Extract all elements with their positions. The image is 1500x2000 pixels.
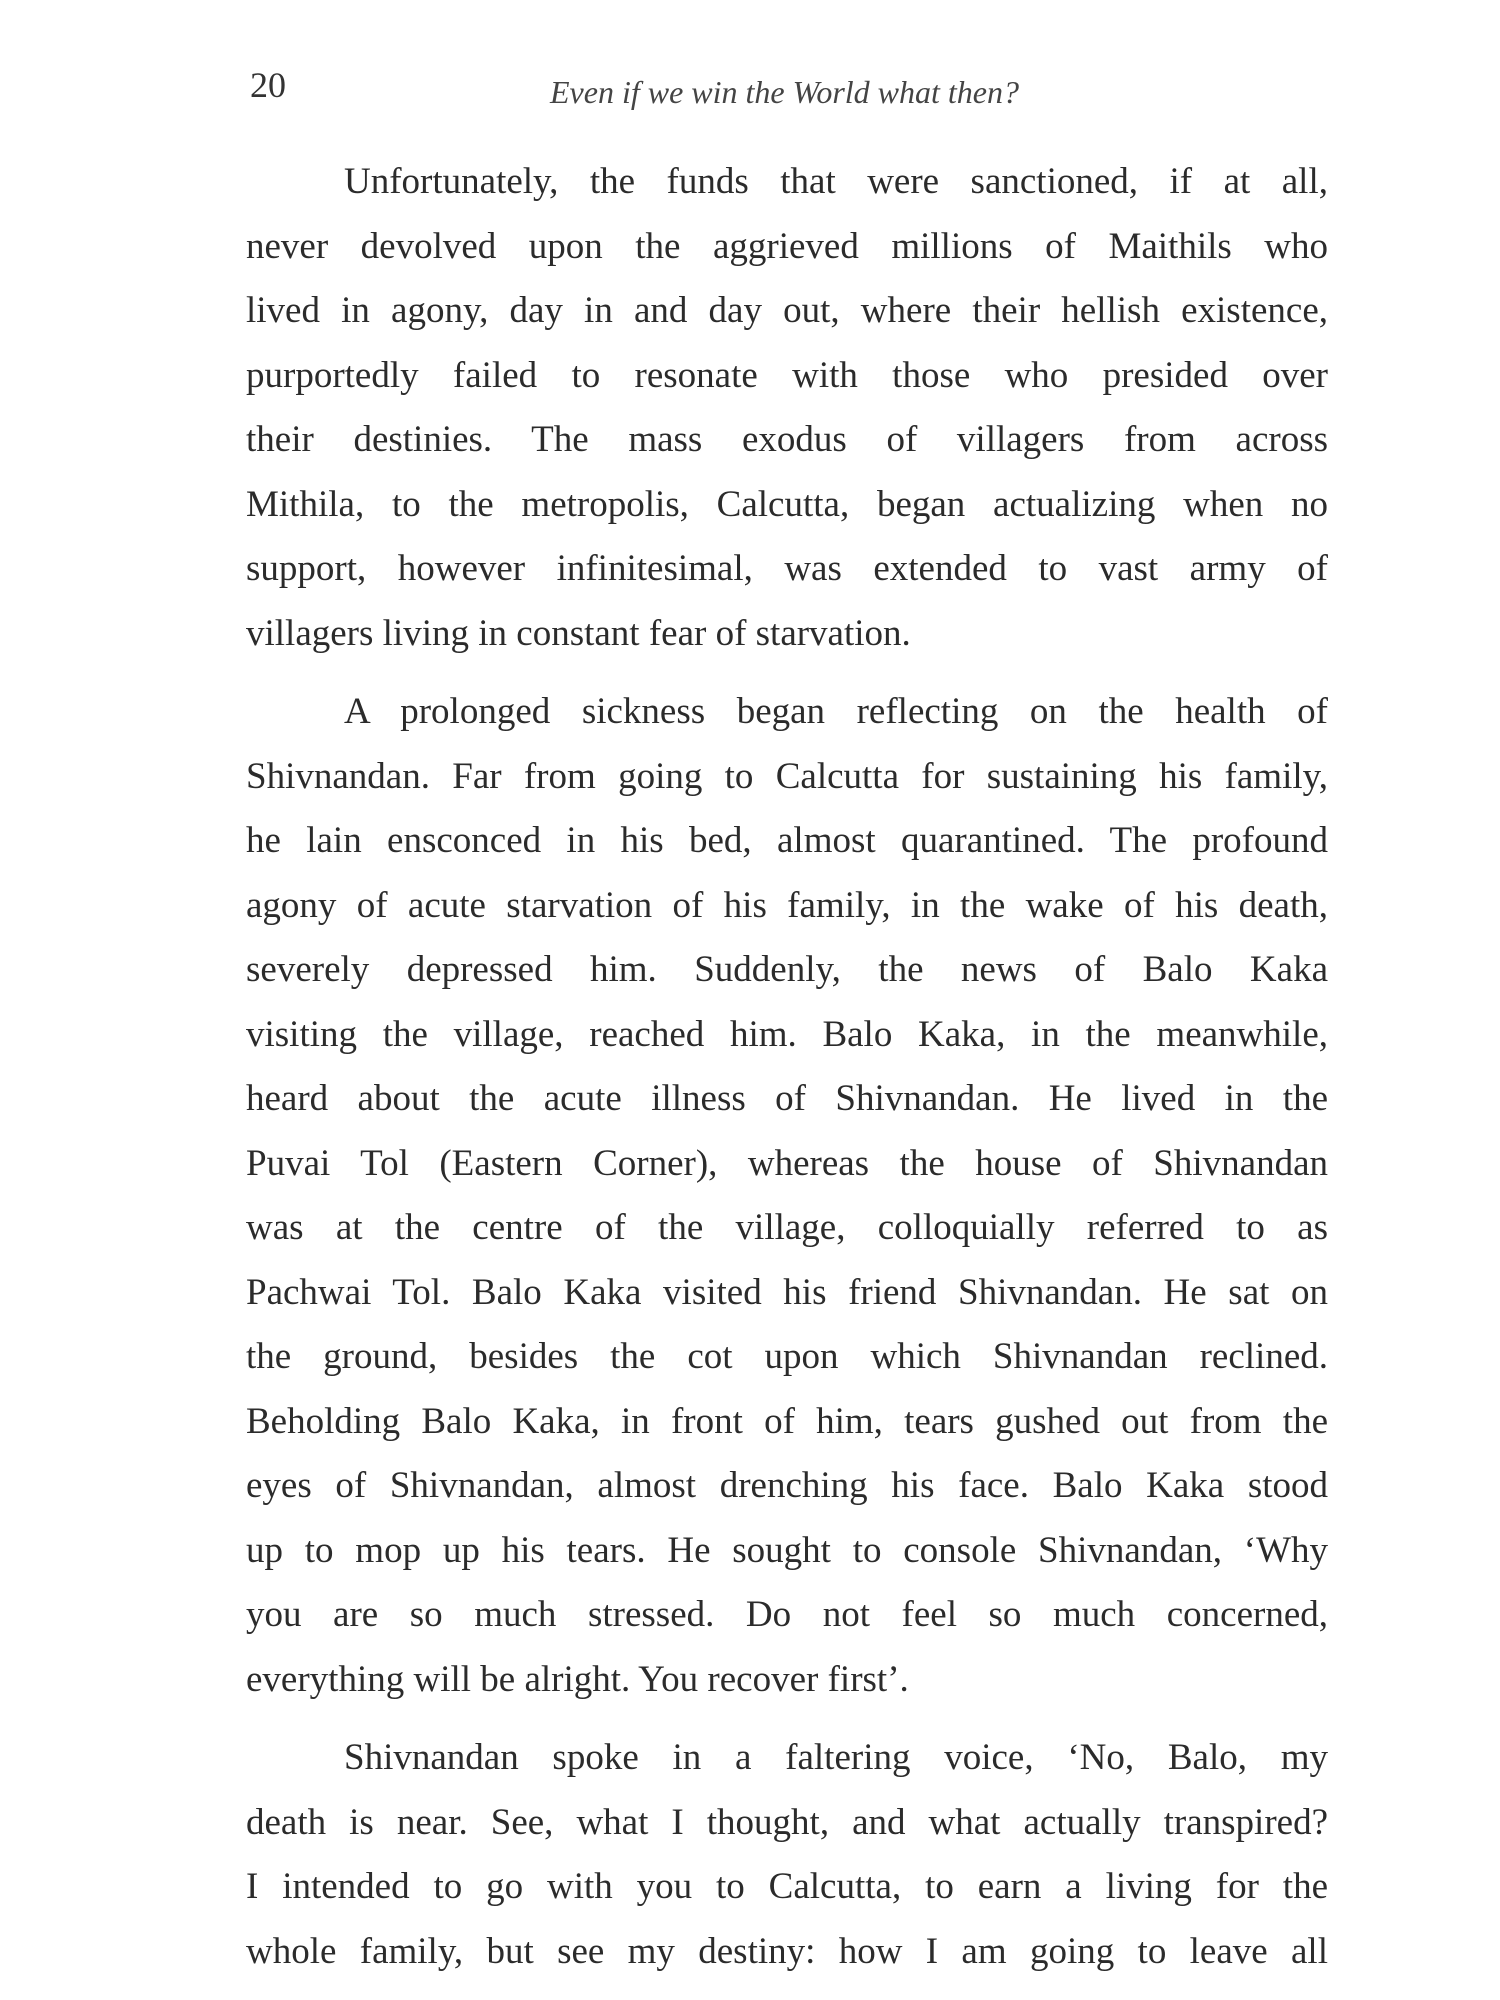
text-line: Unfortunately, the funds that were sanctioned, if at all, [344, 161, 1328, 202]
text-line: death is near. See, what I thought, and what actually transpired? [246, 1801, 1328, 1843]
page-number: 20 [250, 65, 286, 105]
text-line: I intended to go with you to Calcutta, to earn a living for the [246, 1866, 1328, 1907]
text-line: eyes of Shivnandan, almost drenching his face. Balo Kaka stood [246, 1465, 1328, 1506]
text-line: you are so much stressed. Do not feel so much concerned, [246, 1594, 1328, 1635]
text-line: their destinies. The mass exodus of villagers from across [246, 419, 1328, 460]
text-line: support, however infinitesimal, was extended to vast army of [246, 548, 1328, 589]
text-line: Beholding Balo Kaka, in front of him, tears gushed out from the [246, 1400, 1328, 1442]
text-line: everything will be alright. You recover first’. [246, 1658, 909, 1700]
text-line: A prolonged sickness began reflecting on the health of [344, 691, 1328, 732]
text-line: Puvai Tol (Eastern Corner), whereas the house of Shivnandan [246, 1142, 1328, 1184]
page-header [250, 64, 1330, 114]
text-line: severely depressed him. Suddenly, the news of Balo Kaka [246, 949, 1328, 990]
text-line: Mithila, to the metropolis, Calcutta, began actualizing when no [246, 483, 1328, 525]
text-line: heard about the acute illness of Shivnandan. He lived in the [246, 1078, 1328, 1119]
text-line: up to mop up his tears. He sought to console Shivnandan, ‘Why [246, 1529, 1328, 1571]
text-line: he lain ensconced in his bed, almost quarantined. The profound [246, 820, 1328, 861]
running-title: Even if we win the World what then? [550, 74, 1019, 110]
text-line: Shivnandan. Far from going to Calcutta for sustaining his family, [246, 755, 1328, 797]
text-line: Shivnandan spoke in a faltering voice, ‘No, Balo, my [344, 1737, 1328, 1778]
text-line: Pachwai Tol. Balo Kaka visited his friend Shivnandan. He sat on [246, 1271, 1328, 1313]
text-line: never devolved upon the aggrieved millions of Maithils who [246, 225, 1328, 267]
body-text [246, 150, 1328, 1984]
text-line: the ground, besides the cot upon which Shivnandan reclined. [246, 1336, 1328, 1377]
text-line: lived in agony, day in and day out, where their hellish existence, [246, 290, 1328, 331]
text-line: purportedly failed to resonate with those who presided over [246, 354, 1328, 396]
text-line: villagers living in constant fear of starvation. [246, 612, 911, 654]
text-line: whole family, but see my destiny: how I am going to leave all [246, 1930, 1328, 1972]
paragraph-1 [246, 150, 1328, 666]
text-line: visiting the village, reached him. Balo Kaka, in the meanwhile, [246, 1013, 1328, 1055]
paragraph-3 [246, 1726, 1328, 1984]
text-line: agony of acute starvation of his family, in the wake of his death, [246, 884, 1328, 926]
text-line: was at the centre of the village, colloquially referred to as [246, 1207, 1328, 1248]
paragraph-2 [246, 680, 1328, 1712]
